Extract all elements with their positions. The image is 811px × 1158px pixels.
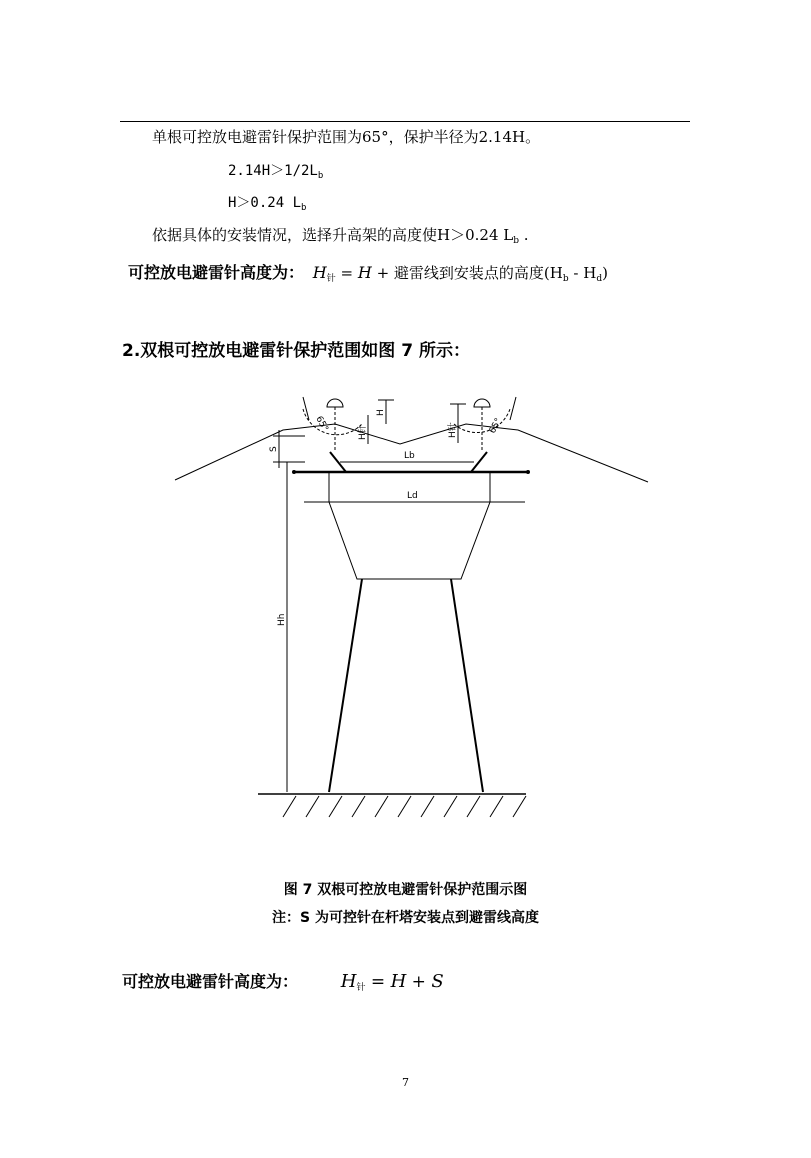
tower-right-leg <box>451 579 483 792</box>
formula-1-H: H <box>312 263 327 282</box>
installation-text-end: . <box>518 226 529 244</box>
Hh-label: Hh <box>277 613 287 626</box>
formula-2-S: S <box>431 971 444 992</box>
left-rod-head <box>327 399 343 407</box>
formula-1-eq: = <box>335 264 358 282</box>
ground-hatching <box>283 796 526 817</box>
Lb-label: Lb <box>404 451 415 461</box>
inequality-2: H＞0.24 L <box>228 195 302 211</box>
Hzhen-right-label: H针 <box>448 422 458 438</box>
left-protection-arc <box>303 409 362 435</box>
tower-left-leg <box>329 579 362 792</box>
formula-1-close: ) <box>602 264 608 282</box>
angle-left-label: 65° <box>313 414 330 434</box>
formula-2-plus: + <box>406 972 432 992</box>
section-heading: 2.双根可控放电避雷针保护范围如图 7 所示： <box>122 341 470 361</box>
angle-right-label: 65° <box>487 416 505 436</box>
formula-2-H-sub: 针 <box>356 983 366 993</box>
installation-text-sub: b <box>513 236 519 246</box>
formula-1-label: 可控放电避雷针高度为： <box>128 263 305 282</box>
page-number: 7 <box>402 1076 409 1089</box>
H-label: H <box>376 409 386 416</box>
figure-caption: 图 7 双根可控放电避雷针保护范围示图 <box>283 882 528 898</box>
formula-2-label: 可控放电避雷针高度为： <box>122 972 299 991</box>
formula-1-H-sub: 针 <box>326 274 336 284</box>
formula-2-H2: H <box>390 971 407 992</box>
formula-2-H: H <box>340 971 357 992</box>
S-label: S <box>269 446 279 452</box>
inequality-1: 2.14H＞1/2L <box>228 163 318 179</box>
installation-text: 依据具体的安装情况，选择升高架的高度使H＞0.24 L <box>152 226 514 244</box>
formula-1-H2: H <box>357 263 372 282</box>
inequality-1-sub: b <box>317 171 324 181</box>
formula-1-b-sub: b <box>562 274 569 284</box>
formula-2-eq: = <box>365 972 391 992</box>
tower-frustum <box>329 502 490 579</box>
formula-1-rest: + 避雷线到安装点的高度(H <box>371 264 563 282</box>
formula-1-d-sub: d <box>596 274 603 284</box>
formula-2 <box>122 970 444 1000</box>
figure-note: 注：S 为可控针在杆塔安装点到避雷线高度 <box>272 910 539 926</box>
formula-1-minus: - H <box>568 264 597 282</box>
protection-range-text: 单根可控放电避雷针保护范围为65°，保护半径为2.14H。 <box>152 128 541 146</box>
Ld-label: Ld <box>407 491 418 501</box>
inequality-2-sub: b <box>301 203 307 213</box>
right-rod-head <box>474 399 490 407</box>
Hzhen-left-label: H针 <box>358 424 368 440</box>
